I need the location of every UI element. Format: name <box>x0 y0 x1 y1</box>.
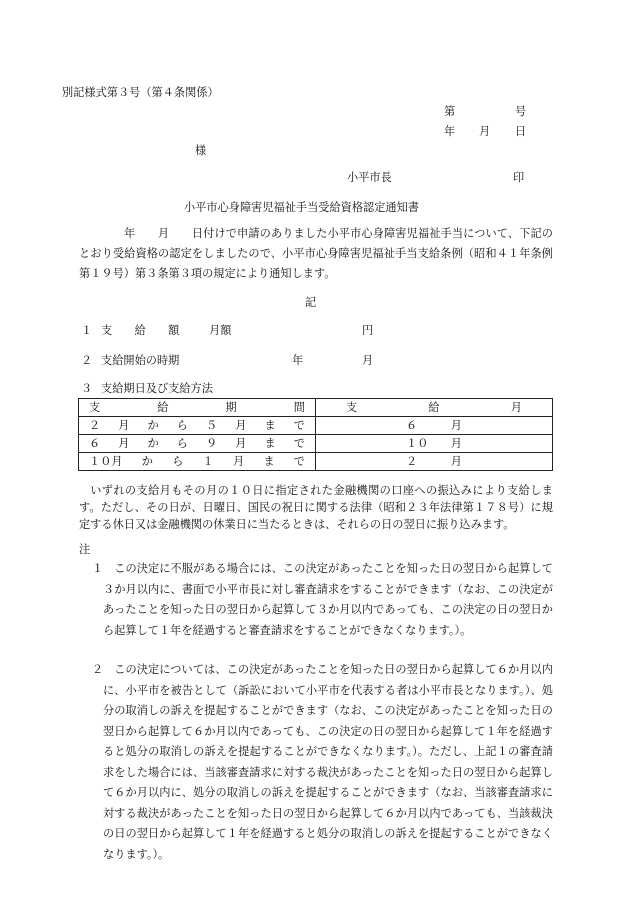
note-2-text: この決定については、この決定があったことを知った日の翌日から起算して６か月以内に、小平市を被告として（訴訟において小平市を代表する者は小平市長となります。）、処分の取消しの訴えを提起することができます（なお、この決定があったことを知った日の翌日から起算して６か月以内であっても、この決定の日の翌日から起算して１年を経過すると処分の取消しの訴えを提起することができなくなります。）。ただし、上記１の審査請求をした場合には、当該審査請求に対する裁決があったことを知った日の翌日から起算して６か月以内に、処分の取消しの訴えを提起することができます（なお、当該審査請求に対する裁決があったことを知った日の翌日から起算して６か月以内であっても、当該裁決の日の翌日から起算して１年を経過すると処分の取消しの訴えを提起することができなくなります。）。 <box>103 663 553 861</box>
period-char: か <box>141 455 153 468</box>
item-1-number: １ <box>81 324 93 337</box>
header-month-char: 月 <box>510 401 522 414</box>
note-1-number: １ <box>92 562 104 575</box>
table-row <box>79 435 553 453</box>
period-char: ９ <box>206 437 218 450</box>
period-cell <box>79 435 316 453</box>
table-row <box>79 417 553 435</box>
period-char: ら <box>176 419 188 432</box>
period-char: ま <box>264 437 276 450</box>
period-char: 月 <box>118 437 130 450</box>
document-title: 小平市心身障害児福祉手当受給資格認定通知書 <box>184 201 419 214</box>
period-char: ら <box>172 455 184 468</box>
period-char: ま <box>264 419 276 432</box>
header-period-char: 支 <box>89 401 101 414</box>
item-1-label: 支 給 額 <box>101 324 180 337</box>
header-month-cell <box>316 399 553 417</box>
period-char: ま <box>263 455 275 468</box>
table-row <box>79 453 553 471</box>
header-month-char: 給 <box>428 401 440 414</box>
form-label: 別記様式第３号（第４条関係） <box>62 86 219 99</box>
header-month-char: 支 <box>346 401 358 414</box>
date-month: 月 <box>479 125 491 138</box>
item-2-month: 月 <box>362 354 374 367</box>
period-cell <box>79 417 316 435</box>
period-char: で <box>293 455 305 468</box>
period-char: か <box>147 437 159 450</box>
period-char: ２ <box>89 419 101 432</box>
notes-label: 注 <box>79 543 91 556</box>
date-year: 年 <box>444 125 456 138</box>
note-1-text: この決定に不服がある場合には、この決定があったことを知った日の翌日から起算して３か月以内に、書面で小平市長に対し審査請求をすることができます（なお、この決定があったことを知った日の翌日から起算して３か月以内であっても、この決定の日の翌日から起算して１年を経過すると審査請求をすることができなくなります。）。 <box>103 562 553 637</box>
item-3-number: ３ <box>81 382 93 395</box>
period-char: 月 <box>235 437 247 450</box>
period-char: 月 <box>118 419 130 432</box>
addressee-suffix: 様 <box>195 144 207 157</box>
month-cell: ２ 月 <box>316 453 553 471</box>
item-1-unit: 円 <box>362 324 374 337</box>
period-char: １ <box>202 455 214 468</box>
period-char: 月 <box>235 419 247 432</box>
number-dai: 第 <box>444 105 456 118</box>
header-period-char: 給 <box>157 401 169 414</box>
intro-paragraph: 年 月 日付けで申請のありました小平市心身障害児福祉手当について、下記のとおり受給資格の認定をしましたので、小平市心身障害児福祉手当支給条例（昭和４１年条例第１９号）第３条第３項の規定により通知します。 <box>79 227 553 280</box>
item-1-monthly: 月額 <box>209 324 232 337</box>
seal-mark: 印 <box>513 171 525 184</box>
header-period-cell <box>79 399 316 417</box>
period-char: で <box>293 419 305 432</box>
item-2-number: ２ <box>81 354 93 367</box>
ki-label: 記 <box>305 296 317 309</box>
period-char: １０月 <box>89 455 123 468</box>
header-period-char: 間 <box>293 401 305 414</box>
period-char: 月 <box>232 455 245 468</box>
note-2-number: ２ <box>92 663 104 676</box>
period-cell <box>79 453 316 471</box>
period-char: か <box>147 419 159 432</box>
date-day: 日 <box>515 125 527 138</box>
item-2-year: 年 <box>292 354 304 367</box>
period-char: ６ <box>89 437 101 450</box>
payment-method-text: いずれの支給月もその月の１０日に指定された金融機関の口座への振込みにより支給します。ただし、その日が、日曜日、国民の祝日に関する法律（昭和２３年法律第１７８号）に規定する休日又は金融機関の休業日に当たるときは、それらの日の翌日に振り込みます。 <box>79 484 553 531</box>
issuer-name: 小平市長 <box>347 171 392 184</box>
period-char: ５ <box>206 419 218 432</box>
table-header-row <box>79 399 553 417</box>
payment-schedule-table <box>78 398 553 471</box>
month-cell: ６ 月 <box>316 417 553 435</box>
number-go: 号 <box>515 105 527 118</box>
item-2-label: 支給開始の時期 <box>101 354 180 367</box>
item-3-label: 支給期日及び支給方法 <box>101 382 213 395</box>
period-char: で <box>293 437 305 450</box>
month-cell: １０ 月 <box>316 435 553 453</box>
header-period-char: 期 <box>225 401 237 414</box>
period-char: ら <box>176 437 188 450</box>
